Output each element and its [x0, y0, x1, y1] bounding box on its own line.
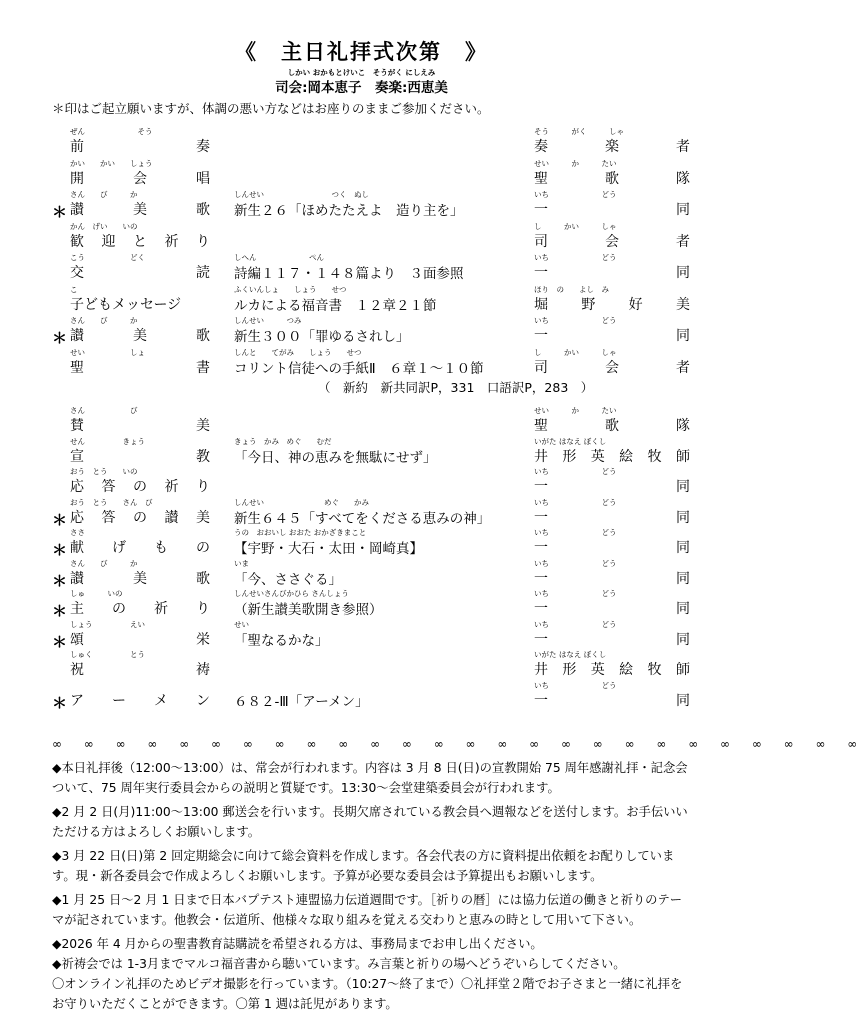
order-item-char: り	[196, 601, 210, 617]
leader-ruby: いち どう	[534, 316, 617, 325]
order-leader-char: 英	[590, 448, 605, 465]
leader-ruby: いち どう	[534, 467, 617, 476]
order-detail: 新生２６「ほめたたえよ 造り主を」	[234, 203, 464, 219]
order-leader-char: 隊	[676, 418, 690, 434]
order-leader-char: 一	[534, 570, 548, 587]
detail-ruby: いま	[234, 558, 249, 568]
order-leader-char: 司	[534, 359, 548, 376]
order-leader-char: 同	[676, 570, 690, 587]
order-leader-char: 牧	[647, 662, 662, 678]
order-leader	[534, 262, 690, 282]
order-leader-char: 一	[534, 692, 548, 709]
order-leader-char: 一	[534, 265, 548, 281]
detail-ruby: せい	[234, 619, 249, 629]
leader-ruby: ほり の よし み	[534, 284, 609, 294]
order-row	[0, 221, 723, 253]
order-leader-char: 歌	[605, 170, 619, 187]
item-ruby: さん び か	[70, 558, 138, 568]
order-leader	[534, 231, 690, 251]
order-detail: 「今、ささぐる」	[234, 571, 342, 588]
page-title: 《 主日礼拝式次第 》	[235, 40, 488, 64]
service-leaders	[0, 68, 723, 96]
order-item-char: の	[112, 601, 126, 617]
standing-note: ＊印はご起立願いますが、体調の悪い方などはお座りのままご参加ください。	[52, 101, 490, 116]
order-leader-char: 同	[676, 479, 690, 495]
order-leader-char: 同	[676, 509, 690, 526]
order-leader	[534, 659, 690, 679]
order-leader-char: 者	[676, 359, 690, 376]
stand-mark: ＊	[52, 510, 68, 529]
order-leader-char: 同	[676, 265, 690, 281]
order-leader-char: 会	[605, 233, 619, 250]
order-item-char: 交	[70, 265, 84, 281]
order-leader-char: 聖	[534, 170, 548, 187]
announcement-2: ◆2 月 2 日(月)11:00～13:00 郵送会を行います。長期欠席されている教会員へ週報などを送付します。お手伝いいただける方はよろしくお願いします。	[52, 805, 688, 839]
order-item	[70, 568, 210, 588]
order-leader	[534, 598, 690, 618]
order-row	[0, 126, 723, 158]
order-item-char: 頌	[70, 631, 84, 648]
order-item-char: 祈	[164, 479, 179, 495]
order-leader-char: 同	[676, 328, 690, 344]
order-item	[70, 415, 210, 435]
order-detail: ６８２-Ⅲ「アーメン」	[234, 693, 369, 710]
item-ruby: せい しょ	[70, 347, 145, 357]
order-item-char: 美	[196, 509, 210, 526]
leader-ruby: いち どう	[534, 497, 617, 507]
order-leader-char: 者	[676, 233, 690, 250]
leader-ruby: いち どう	[534, 558, 617, 568]
order-row	[0, 649, 723, 681]
order-item-char: 主	[70, 601, 84, 617]
order-leader	[534, 446, 690, 466]
order-leader-char: 堀	[534, 296, 548, 313]
order-item-char: 会	[133, 170, 147, 187]
order-detail: コリント信徒への手紙Ⅱ ６章１～１０節	[234, 360, 484, 377]
order-item-char: 祷	[196, 662, 210, 678]
item-ruby: こ	[70, 284, 78, 294]
order-item	[70, 168, 210, 188]
leader-ruby: し かい しゃ	[534, 347, 617, 357]
order-item-char: 歌	[196, 328, 210, 344]
order-item-char: 唱	[196, 170, 210, 187]
order-item	[70, 537, 210, 557]
order-leader	[534, 168, 690, 188]
stand-mark: ＊	[52, 571, 68, 590]
order-item-char: 開	[70, 170, 84, 187]
order-leader	[534, 537, 690, 557]
order-leader-char: 同	[676, 631, 690, 648]
order-item-char: も	[154, 540, 168, 556]
leader-ruby: いち どう	[534, 589, 617, 598]
item-ruby: さん び	[70, 406, 138, 415]
order-item	[70, 262, 210, 282]
stand-mark: ＊	[52, 541, 68, 559]
order-leader-char: 同	[676, 601, 690, 617]
order-leader-char: 形	[562, 448, 577, 465]
detail-ruby: しんせい つく ぬし	[234, 190, 369, 199]
item-ruby: せん きょう	[70, 436, 145, 446]
order-leader-char: 一	[534, 202, 548, 218]
order-item-char: メ	[154, 692, 168, 709]
order-leader-char: 一	[534, 601, 548, 617]
order-item	[70, 507, 210, 527]
item-ruby: かい かい しょう	[70, 158, 153, 168]
order-item-char: 応	[70, 479, 84, 495]
order-row	[0, 284, 723, 316]
order-item	[70, 325, 210, 345]
order-item-char: の	[196, 540, 210, 556]
detail-ruby: きょう かみ めぐ むだ	[234, 436, 332, 446]
order-item-char: 讃	[70, 202, 84, 218]
leader-ruby: せい か たい	[534, 406, 617, 415]
announcement-7: 〇オンライン礼拝のためビデオ撮影を行っています。（10:27～終了まで）〇礼拝堂２階でお子さまと一緒に礼拝をお守りいただくことができます。〇第 1 週は託児があります。	[52, 977, 683, 1011]
order-leader-char: 聖	[534, 418, 548, 434]
order-row	[0, 527, 723, 559]
order-item-char: 栄	[196, 631, 210, 648]
order-leader	[534, 357, 690, 377]
order-item-char: 歌	[196, 570, 210, 587]
order-row	[0, 158, 723, 190]
order-leader	[534, 294, 690, 314]
order-row	[0, 558, 723, 590]
order-item	[70, 659, 210, 679]
order-leader-char: 一	[534, 328, 548, 344]
order-item-char: 祝	[70, 662, 84, 678]
order-leader-char: 野	[581, 296, 596, 313]
order-leader	[534, 325, 690, 345]
order-row	[0, 466, 723, 498]
order-item-char: 美	[133, 202, 147, 218]
item-ruby: こう どく	[70, 253, 145, 262]
order-row	[0, 588, 723, 620]
item-ruby: ぜん そう	[70, 127, 153, 136]
announcement-4: ◆1 月 25 日～2 月 1 日まで日本バプテスト連盟協力伝道週間です。［祈りの暦］には協力伝道の働きと祈りのテーマが記されています。他教会・伝道所、他様々な取り組みを覚える交わりと恵みの時として用いて下さい。	[52, 893, 683, 927]
order-item-char: 讃	[70, 570, 84, 587]
leader-ruby: せい か たい	[534, 158, 617, 168]
order-leader-char: 英	[590, 662, 605, 678]
order-row	[0, 680, 723, 712]
leader-ruby: いち どう	[534, 190, 617, 199]
order-item-char: 答	[101, 479, 116, 495]
order-leader	[534, 136, 690, 156]
order-detail: 新生６４５「すべてをくださる恵みの神」	[234, 510, 491, 527]
order-leader	[534, 507, 690, 527]
order-leader-char: 井	[534, 448, 548, 465]
order-leader-char: 同	[676, 202, 690, 218]
order-leader-char: 一	[534, 540, 548, 556]
order-item-char: 奏	[196, 139, 210, 155]
leader-ruby: いがた はなえ ぼくし	[534, 650, 607, 659]
order-item-char: 賛	[70, 418, 84, 434]
order-leader-char: 同	[676, 692, 690, 709]
order-leader-char: 牧	[647, 448, 662, 465]
order-leader-char: 井	[534, 662, 548, 678]
order-leader	[534, 415, 690, 435]
item-ruby: ささ	[70, 528, 85, 537]
stand-mark: ＊	[52, 203, 68, 221]
order-leader-char: 一	[534, 479, 548, 495]
item-ruby: さん び か	[70, 190, 138, 199]
order-row	[0, 189, 723, 221]
order-leader	[534, 476, 690, 496]
order-item-char: 書	[196, 359, 210, 376]
order-item	[70, 598, 210, 618]
order-item-char: 答	[101, 509, 116, 526]
leaders-ruby: しかい おかもとけいこ そうがく にしえみ	[287, 68, 436, 77]
item-ruby: しょう えい	[70, 619, 145, 629]
order-item-char: ア	[70, 692, 84, 709]
item-ruby: さん び か	[70, 316, 138, 325]
stand-mark: ＊	[52, 602, 68, 620]
order-row	[0, 315, 723, 347]
order-item-char: 聖	[70, 359, 84, 376]
order-item-char: 教	[196, 448, 210, 465]
order-item	[70, 199, 210, 219]
order-item-char: 美	[133, 570, 147, 587]
order-leader-char: 絵	[619, 448, 634, 465]
leader-ruby: いち どう	[534, 253, 617, 262]
order-row	[0, 405, 723, 437]
detail-ruby: しへん ぺん	[234, 253, 324, 262]
order-item-char: げ	[112, 540, 126, 556]
order-item-char: 讃	[70, 328, 84, 344]
order-item-char: 献	[70, 540, 84, 556]
announcement-1: ◆本日礼拝後（12:00～13:00）は、常会が行われます。内容は 3 月 8 日(日)の宣教開始 75 周年感謝礼拝・記念会ついて、75 周年実行委員会からの説明と質疑です。13:30～会堂建築委員会が行われます。	[52, 761, 688, 795]
order-row	[0, 619, 723, 651]
order-item-char: の	[133, 479, 147, 495]
order-leader-char: 楽	[605, 139, 619, 155]
announcement-6: ◆祈祷会では 1-3月までマルコ福音書から聴いています。み言葉と祈りの場へどうぞいらしてください。	[52, 957, 626, 971]
order-item-char: 祈	[164, 233, 179, 250]
detail-ruby: うの おおいし おおた おかざきまこと	[234, 528, 367, 537]
detail-ruby: しんせい つみ	[234, 316, 302, 325]
order-item	[70, 294, 210, 314]
order-detail: 詩編１１７・１４８篇より ３面参照	[234, 266, 464, 282]
order-leader-char: 一	[534, 631, 548, 648]
order-leader-char: 隊	[676, 170, 690, 187]
order-item-char: 前	[70, 139, 84, 155]
order-leader-char: 好	[628, 296, 643, 313]
leader-ruby: いがた はなえ ぼくし	[534, 436, 607, 446]
order-item-char: と	[133, 233, 147, 250]
detail-ruby: しんと てがみ しょう せつ	[234, 347, 362, 357]
order-row	[0, 347, 723, 379]
order-detail: 「今日、神の恵みを無駄にせず」	[234, 449, 437, 466]
detail-ruby: ふくいんしょ しょう せつ	[234, 284, 347, 294]
order-detail: 「聖なるかな」	[234, 632, 329, 649]
order-item-char: 応	[70, 509, 84, 526]
stand-mark: ＊	[52, 693, 68, 712]
order-item-char: 歓	[70, 233, 84, 250]
order-detail: （新生讃美歌開き参照）	[234, 602, 383, 618]
detail-ruby: しんせい めぐ かみ	[234, 497, 369, 507]
divider: ∞ ∞ ∞ ∞ ∞ ∞ ∞ ∞ ∞ ∞ ∞ ∞ ∞ ∞ ∞ ∞ ∞ ∞ ∞ ∞ ∞ ∞ ∞ ∞ ∞ ∞	[52, 737, 866, 751]
leader-ruby: し かい しゃ	[534, 221, 617, 231]
order-leader	[534, 629, 690, 649]
leader-ruby: いち どう	[534, 619, 617, 629]
order-item-char: 歌	[196, 202, 210, 218]
scripture-reference: （ 新約 新共同訳P，331 口語訳P，283 ）	[318, 380, 594, 395]
order-item-char: 祈	[154, 601, 168, 617]
order-row	[0, 252, 723, 284]
order-item	[70, 446, 210, 466]
order-item-char: 読	[196, 265, 210, 281]
order-item-char: 讃	[164, 509, 179, 526]
order-leader-char: 一	[534, 509, 548, 526]
item-ruby: かん げい いの	[70, 221, 138, 231]
order-item	[70, 231, 210, 251]
detail-ruby: しんせいさんびかひら さんしょう	[234, 589, 349, 598]
leader-ruby: いち どう	[534, 528, 617, 537]
order-leader-char: 形	[562, 662, 577, 678]
order-detail: 【宇野・大石・太田・岡崎真】	[234, 541, 423, 557]
order-detail: ルカによる福音書 １２章２１節	[234, 297, 437, 314]
order-leader-char: 会	[605, 359, 619, 376]
order-item-char: ン	[196, 692, 210, 709]
item-ruby: おう とう いの	[70, 467, 138, 476]
order-leader	[534, 568, 690, 588]
order-leader-char: 司	[534, 233, 548, 250]
order-leader-char: 奏	[534, 139, 548, 155]
item-ruby: しゅ いの	[70, 589, 123, 598]
order-item	[70, 629, 210, 649]
order-item-char: 美	[196, 418, 210, 434]
order-leader-char: 師	[675, 448, 690, 465]
order-leader-char: 者	[676, 139, 690, 155]
leader-ruby: そう がく しゃ	[534, 127, 624, 136]
item-ruby: しゅく とう	[70, 650, 145, 659]
order-item-char: り	[196, 479, 210, 495]
order-leader-char: 歌	[605, 418, 619, 434]
order-item	[70, 136, 210, 156]
order-item-char: ー	[112, 692, 126, 709]
order-leader-char: 同	[676, 540, 690, 556]
order-leader	[534, 690, 690, 710]
order-leader-char: 絵	[619, 662, 634, 678]
order-item	[70, 690, 210, 710]
stand-mark: ＊	[52, 329, 68, 347]
order-item-char: の	[133, 509, 147, 526]
order-item-char: 美	[133, 328, 147, 344]
item-ruby: おう とう さん び	[70, 497, 153, 507]
order-item-char: 子どもメッセージ	[70, 296, 182, 313]
announcement-3: ◆3 月 22 日(日)第 2 回定期総会に向けて総会資料を作成します。各会代表の方に資料提出依頼をお配りしています。現・新各委員会で作成よろしくお願いします。予算が必要な委員会は予算提出もお願いします。	[52, 849, 675, 883]
order-row	[0, 497, 723, 529]
order-item-char: り	[196, 233, 210, 250]
order-row	[0, 436, 723, 468]
leaders-text: 司会:岡本恵子 奏楽:西恵美	[275, 80, 448, 96]
order-item	[70, 476, 210, 496]
order-leader	[534, 199, 690, 219]
leader-ruby: いち どう	[534, 680, 617, 690]
order-leader-char: 美	[675, 296, 690, 313]
order-item-char: 迎	[101, 233, 116, 250]
order-detail: 新生３００「罪ゆるされし」	[234, 329, 410, 345]
order-item-char: 宣	[70, 448, 84, 465]
announcement-5: ◆2026 年 4 月からの聖書教育誌購読を希望される方は、事務局までお申し出ください。	[52, 937, 543, 951]
order-leader-char: 師	[675, 662, 690, 678]
order-item	[70, 357, 210, 377]
stand-mark: ＊	[52, 632, 68, 651]
